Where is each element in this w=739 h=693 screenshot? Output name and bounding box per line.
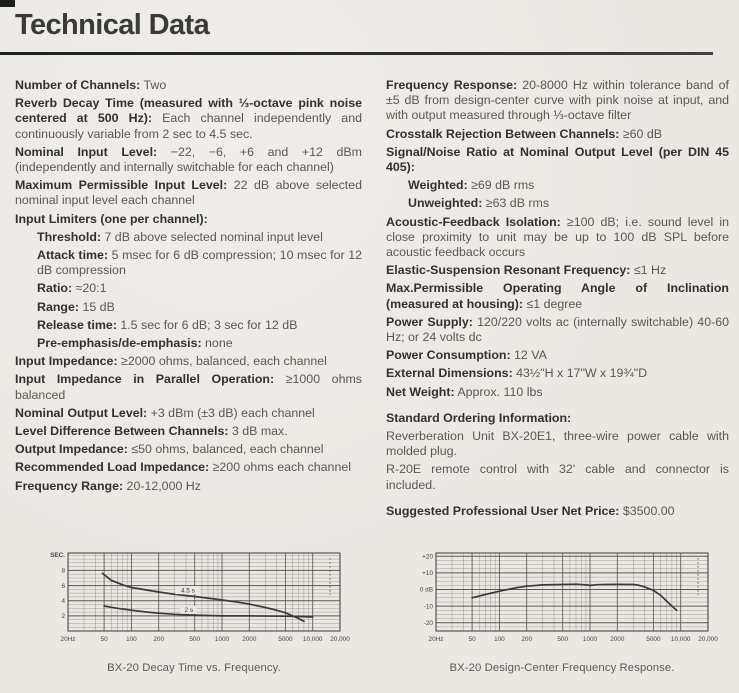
x-axis-tick-label: 500: [189, 636, 201, 643]
spec-label: Power Consumption:: [386, 348, 511, 363]
spec-label: Recommended Load Impedance:: [15, 460, 210, 475]
x-axis-tick-label: 20Hz: [428, 636, 444, 643]
spec-label: External Dimensions:: [386, 366, 513, 381]
spec-item: Reverb Decay Time (measured with ⅓-octave pink noise centered at 500 Hz): Each channel independently and continuously variable from 2 sec to 4.5 sec.: [15, 96, 362, 141]
spec-item: Release time: 1.5 sec for 6 dB; 3 sec for 12 dB: [37, 317, 298, 332]
x-axis-tick-label: 10,000: [302, 636, 323, 643]
spec-item: Input Impedance in Parallel Operation: ≥1000 ohms balanced: [15, 372, 362, 402]
spec-item: Attack time: 5 msec for 6 dB compression; 10 msec for 12 dB compression: [37, 248, 362, 278]
spec-label: Max.Permissible Operating Angle of Inclination (measured at housing):: [386, 281, 729, 311]
frequency-response-chart: [402, 547, 722, 674]
spec-label: Release time:: [37, 317, 117, 332]
spec-label: Level Difference Between Channels:: [15, 424, 229, 439]
y-axis-tick-label: 2: [61, 613, 65, 621]
spec-item: Max.Permissible Operating Angle of Inclination (measured at housing): ≤1 degree: [386, 281, 729, 311]
spec-item: Power Consumption: 12 VA: [386, 348, 547, 363]
spec-item: [15, 212, 362, 227]
spec-label: Input Impedance:: [15, 354, 118, 369]
chart-axis-labels: [420, 554, 718, 644]
x-axis-tick-label: 5000: [646, 636, 661, 643]
x-axis-tick-label: 20Hz: [60, 636, 76, 643]
spec-item: Level Difference Between Channels: 3 dB max.: [15, 424, 288, 439]
x-axis-tick-label: 500: [557, 636, 569, 643]
spec-item: Crosstalk Rejection Between Channels: ≥60 dB: [386, 126, 663, 141]
chart-caption: BX-20 Design-Center Frequency Response.: [449, 662, 675, 674]
chart-curve-maximum-decay-setting: [103, 573, 304, 621]
spec-item: External Dimensions: 43½"H x 17"W x 19¾"D: [386, 366, 648, 381]
spec-item: Frequency Range: 20-12,000 Hz: [15, 478, 201, 493]
spec-item: Nominal Input Level: −22, −6, +6 and +12 dBm (independently and internally switchable for each channel): [15, 144, 362, 175]
x-axis-tick-label: 200: [521, 636, 533, 643]
spec-item: Power Supply: 120/220 volts ac (internally switchable) 40-60 Hz; or 24 volts dc: [386, 314, 730, 345]
x-axis-tick-label: 100: [494, 636, 505, 643]
spec-label: Net Weight:: [386, 384, 455, 399]
spec-label: Number of Channels:: [15, 78, 141, 92]
decay-time-chart: [34, 547, 354, 674]
page-title: Technical Data: [15, 9, 210, 41]
spec-label: Frequency Range:: [15, 478, 124, 493]
spec-item: [386, 411, 729, 426]
spec-item: Unweighted: ≥63 dB rms: [408, 196, 550, 211]
x-axis-tick-label: 2000: [242, 636, 257, 643]
spec-label: Standard Ordering Information:: [386, 410, 572, 425]
y-axis-tick-label: -20: [423, 619, 433, 627]
spec-item: Weighted: ≥69 dB rms: [408, 178, 535, 193]
x-axis-tick-label: 1000: [582, 636, 598, 643]
spec-item: Nominal Output Level: +3 dBm (±3 dB) each channel: [15, 405, 315, 420]
x-axis-tick-label: 5000: [278, 636, 293, 643]
spec-label: Output Impedance:: [15, 442, 128, 457]
specs-column-right: [386, 78, 729, 522]
y-axis-tick-label: +10: [422, 570, 433, 578]
spec-item: Output Impedance: ≤50 ohms, balanced, each channel: [15, 442, 324, 457]
spec-item: Threshold: 7 dB above selected nominal input level: [37, 229, 323, 244]
y-axis-tick-label: 4: [61, 597, 65, 605]
frequency-response-chart-svg: [402, 547, 722, 659]
y-axis-tick-label: 6: [61, 582, 65, 590]
spec-item: R-20E remote control with 32' cable and connector is included.: [386, 462, 729, 492]
spec-label: Input Impedance in Parallel Operation:: [15, 372, 275, 387]
x-axis-tick-label: 20,000: [330, 636, 350, 643]
curve-label: 2 s: [184, 607, 194, 615]
spec-label: Weighted:: [408, 178, 468, 193]
spec-label: Signal/Noise Ratio at Nominal Output Level (per DIN 45 405):: [386, 144, 729, 175]
title-rule: [0, 52, 713, 55]
x-axis-tick-label: 20,000: [698, 636, 718, 643]
spec-item: Input Impedance: ≥2000 ohms, balanced, each channel: [15, 354, 327, 369]
y-axis-label: SEC.: [50, 552, 65, 559]
spec-label: Maximum Permissible Input Level:: [15, 178, 228, 193]
x-axis-tick-label: 50: [100, 636, 108, 643]
spec-label: Unweighted:: [408, 196, 483, 211]
spec-item: Elastic-Suspension Resonant Frequency: ≤1 Hz: [386, 263, 667, 278]
x-axis-tick-label: 10,000: [670, 636, 691, 643]
spec-item: Frequency Response: 20-8000 Hz within tolerance band of ±5 dB from design-center curve with pink noise at input, and with output measured through ⅓-octave filter: [386, 78, 729, 123]
spec-label: Nominal Output Level:: [15, 405, 148, 420]
x-axis-tick-label: 2000: [610, 636, 625, 643]
chart-caption: BX-20 Decay Time vs. Frequency.: [107, 662, 281, 674]
spec-label: Input Limiters (one per channel):: [15, 211, 208, 226]
spec-item: Reverberation Unit BX-20E1, three-wire power cable with molded plug.: [386, 429, 729, 459]
chart-series: [103, 573, 313, 621]
x-axis-tick-label: 50: [468, 636, 476, 643]
spec-label: Threshold:: [37, 229, 102, 244]
spec-item: Acoustic-Feedback Isolation: ≥100 dB; i.e. sound level in close proximity to unit may be up to 100 dB SPL before acoustic feedback occurs: [386, 214, 729, 260]
spec-label: Attack time:: [37, 248, 109, 263]
specs-column-left: [15, 78, 362, 497]
spec-item: Net Weight: Approx. 110 lbs: [386, 384, 543, 399]
spec-label: Power Supply:: [386, 314, 473, 329]
spec-item: Suggested Professional User Net Price: $3500.00: [386, 503, 675, 518]
spec-item: Range: 15 dB: [37, 299, 115, 314]
spec-label: Acoustic-Feedback Isolation:: [386, 214, 561, 229]
spec-label: Elastic-Suspension Resonant Frequency:: [386, 263, 631, 278]
x-axis-tick-label: 100: [126, 636, 137, 643]
x-axis-tick-label: 1000: [214, 636, 230, 643]
corner-print-mark: [0, 0, 15, 7]
spec-item: Ratio: ≈20:1: [37, 281, 107, 296]
spec-item: Pre-emphasis/de-emphasis: none: [37, 336, 233, 351]
y-axis-tick-label: 8: [61, 567, 65, 575]
spec-label: Nominal Input Level:: [15, 144, 158, 159]
spec-label: Pre-emphasis/de-emphasis:: [37, 336, 202, 351]
spec-item: Recommended Load Impedance: ≥200 ohms each channel: [15, 460, 351, 475]
y-axis-tick-label: -10: [423, 603, 433, 611]
y-axis-tick-label: +20: [422, 553, 433, 561]
spec-label: Frequency Response:: [386, 78, 518, 92]
y-axis-tick-label: 0 dB: [419, 586, 433, 594]
spec-label: Range:: [37, 299, 79, 314]
chart-grid: [436, 553, 708, 631]
spec-label: Ratio:: [37, 281, 73, 296]
spec-label: Reverb Decay Time (measured with ⅓-octave pink noise centered at 500 Hz):: [15, 96, 362, 126]
spec-item: Maximum Permissible Input Level: 22 dB above selected nominal input level each channel: [15, 178, 362, 208]
decay-time-chart-svg: [34, 547, 354, 659]
x-axis-tick-label: 200: [153, 636, 165, 643]
spec-label: Suggested Professional User Net Price:: [386, 503, 620, 518]
spec-label: Crosstalk Rejection Between Channels:: [386, 126, 620, 141]
spec-item: Number of Channels: Two: [15, 78, 167, 92]
curve-label: 4.5 s: [180, 587, 195, 595]
spec-item: [386, 145, 729, 175]
